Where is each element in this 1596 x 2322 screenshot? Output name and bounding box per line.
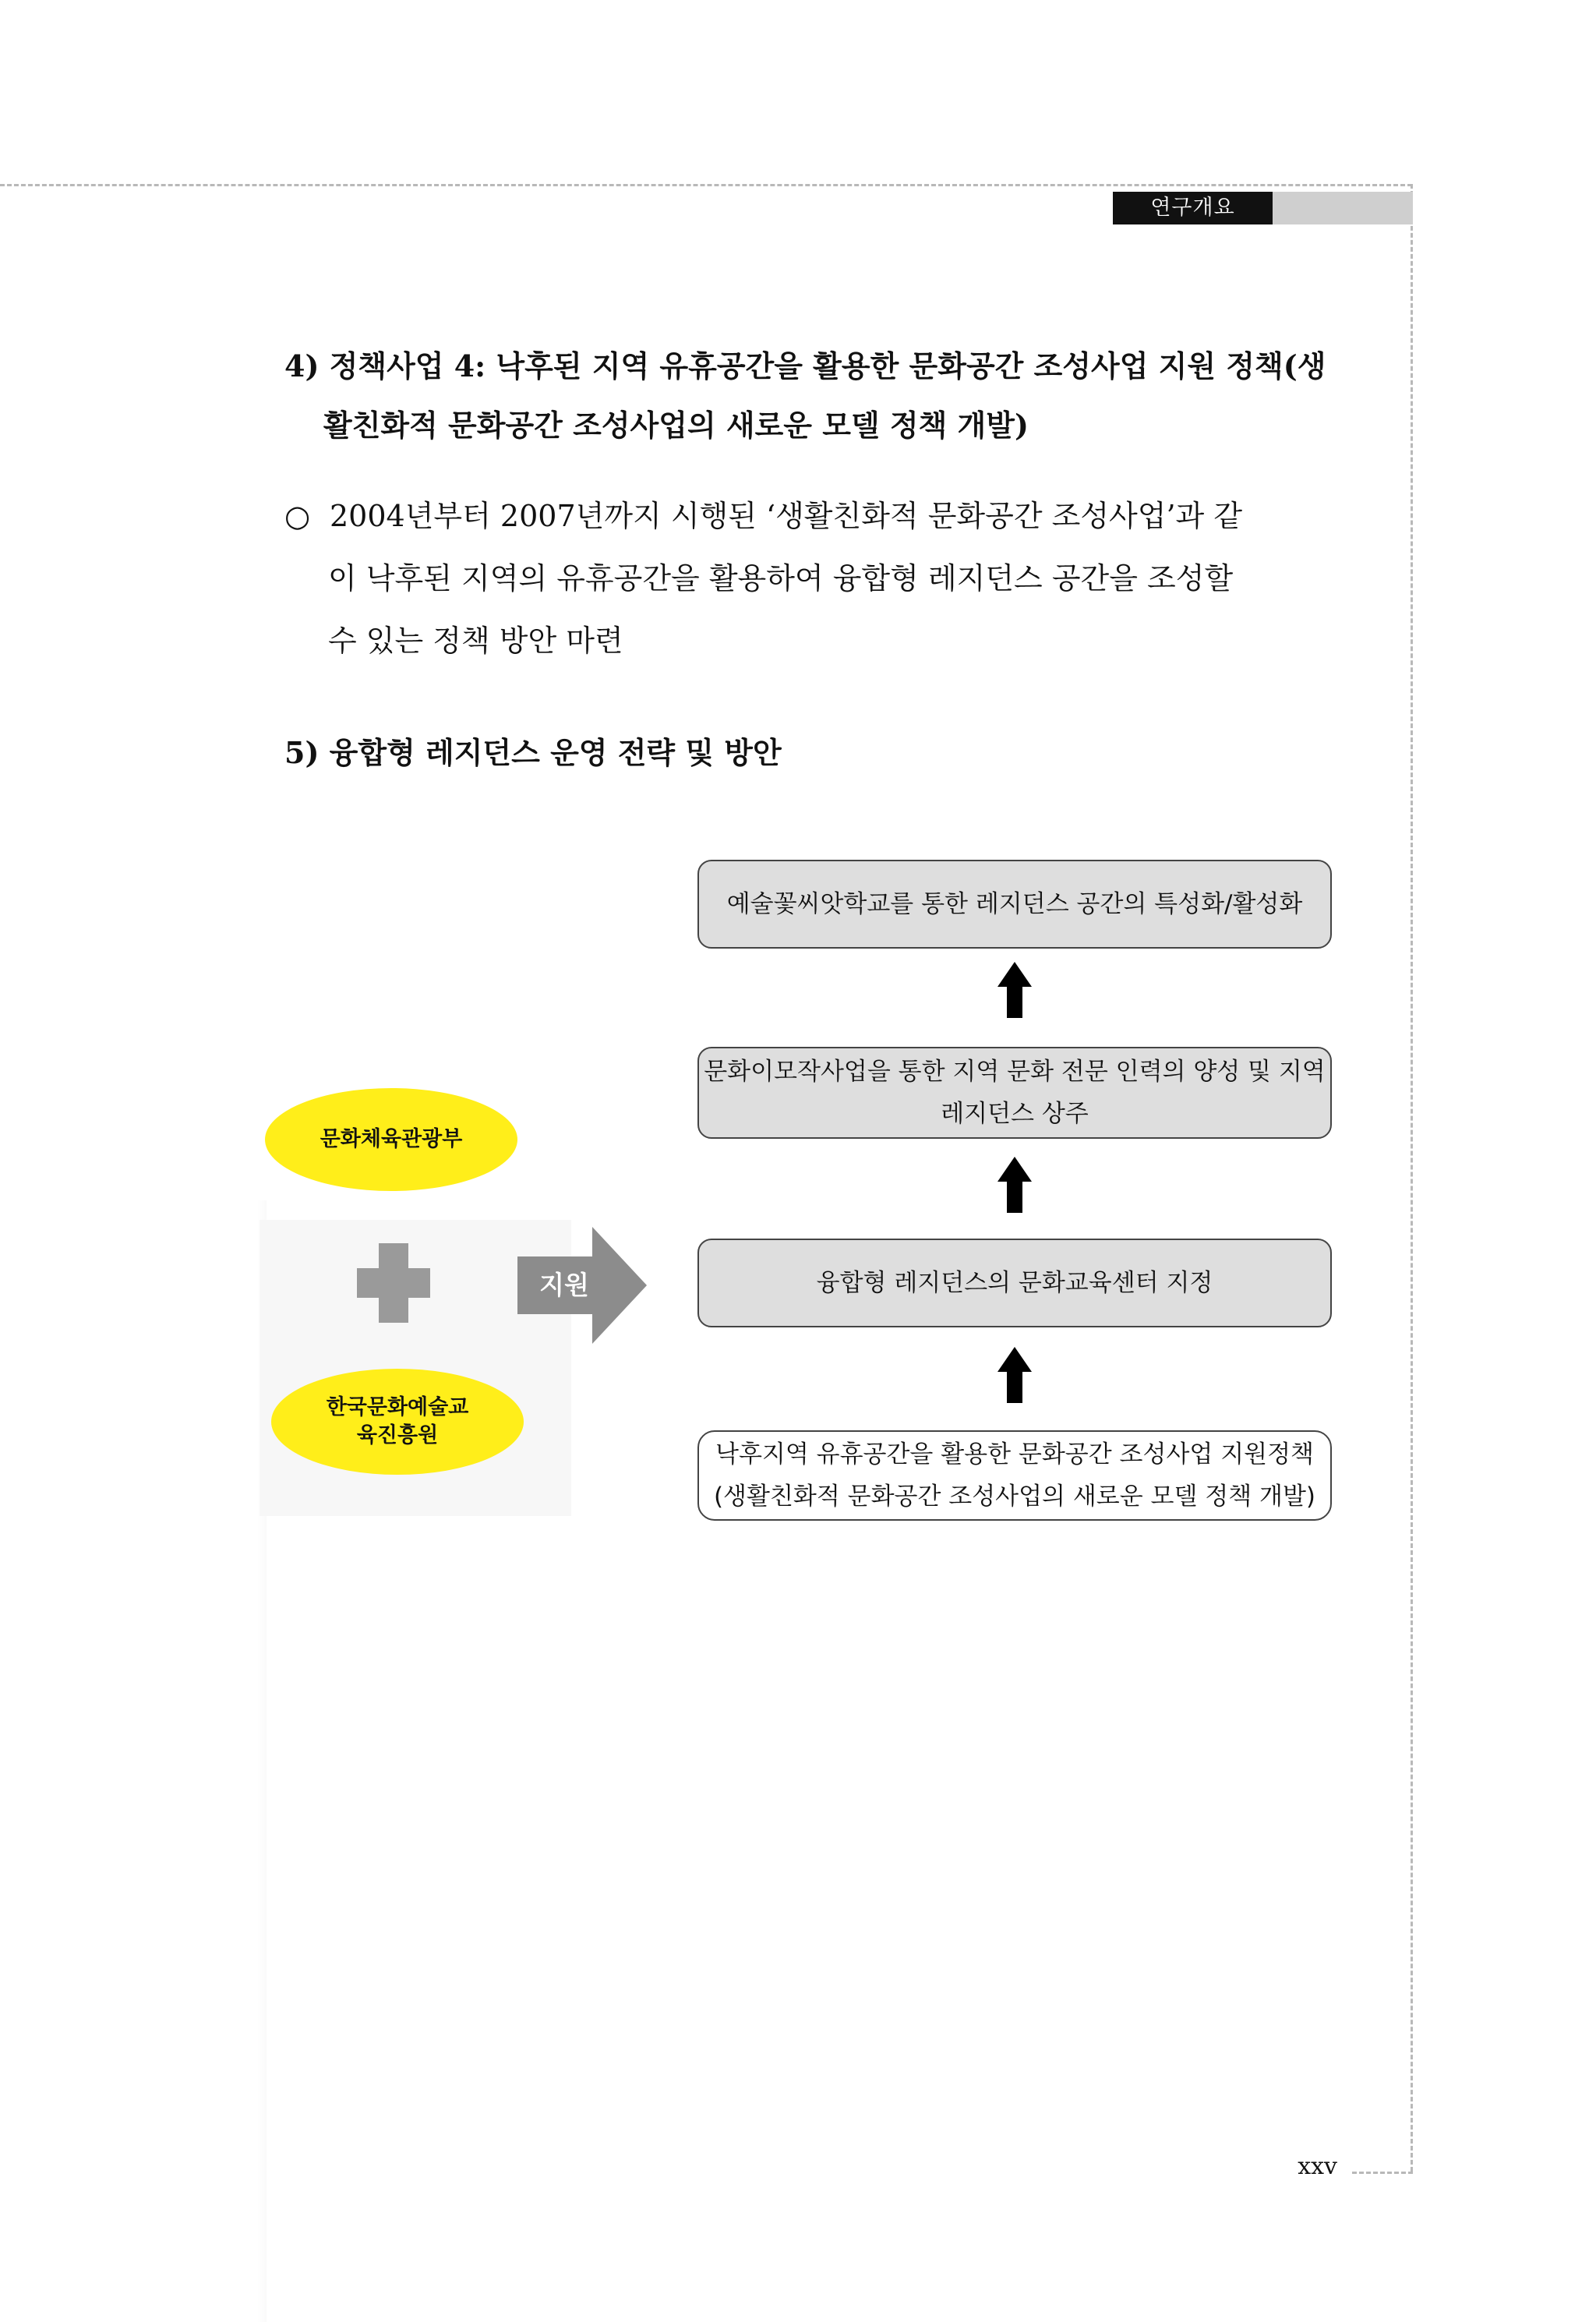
strategy-box-2-line1: 문화이모작사업을 통한 지역 문화 전문 인력의 양성 및 지역	[704, 1058, 1326, 1086]
strategy-box-2-line2: 레지던스 상주	[941, 1100, 1089, 1128]
strategy-box-4-content	[714, 1433, 1315, 1518]
bullet-text-line2: 이 낙후된 지역의 유휴공간을 활용하여 융합형 레지던스 공간을 조성할	[328, 561, 1234, 596]
org-ministry-label: 문화체육관광부	[320, 1127, 463, 1151]
up-arrow-icon	[998, 962, 1032, 1018]
strategy-box-4	[697, 1430, 1332, 1521]
plus-icon	[357, 1243, 430, 1323]
support-label: 지원	[539, 1270, 589, 1300]
header-section-tab: 연구개요	[1113, 192, 1273, 224]
bullet-line1	[284, 485, 1344, 547]
strategy-box-1	[697, 860, 1332, 949]
org-arte-line1: 한국문화예술교	[326, 1395, 469, 1419]
strategy-box-1-text: 예술꽃씨앗학교를 통한 레지던스 공간의 특성화/활성화	[726, 890, 1303, 918]
bottom-dashed-border	[1352, 2172, 1413, 2174]
up-arrow-icon	[998, 1157, 1032, 1213]
bullet-text-line1: 2004년부터 2007년까지 시행된 ‘생활친화적 문화공간 조성사업’과 같	[330, 499, 1243, 533]
up-arrow-icon	[998, 1347, 1032, 1403]
bullet-text-line3: 수 있는 정책 방안 마련	[328, 624, 623, 658]
section4-bullet	[284, 485, 1344, 672]
strategy-box-3	[697, 1239, 1332, 1327]
section4-heading	[284, 337, 1344, 455]
section5-heading: 5) 융합형 레지던스 운영 전략 및 방안	[284, 735, 782, 770]
strategy-box-3-text: 융합형 레지던스의 문화교육센터 지정	[816, 1269, 1213, 1297]
strategy-box-2-content	[704, 1051, 1326, 1135]
org-arte-line2: 육진흥원	[356, 1423, 439, 1447]
org-ellipse-arte	[271, 1369, 524, 1475]
header-tab-extension	[1273, 192, 1413, 224]
strategy-box-4-line1: 낙후지역 유휴공간을 활용한 문화공간 조성사업 지원정책	[715, 1440, 1314, 1468]
bullet-circle: ○	[284, 499, 311, 533]
org-arte-label	[327, 1394, 469, 1450]
page-number: xxv	[1298, 2153, 1337, 2180]
top-dashed-border	[0, 184, 1412, 186]
strategy-box-4-line2: (생활친화적 문화공간 조성사업의 새로운 모델 정책 개발)	[713, 1483, 1316, 1511]
section4-heading-line2: 활친화적 문화공간 조성사업의 새로운 모델 정책 개발)	[323, 408, 1029, 443]
right-dashed-border	[1411, 184, 1413, 2172]
org-ellipse-ministry	[265, 1088, 517, 1191]
section4-heading-line1: 4) 정책사업 4: 낙후된 지역 유휴공간을 활용한 문화공간 조성사업 지원 정책(생	[284, 348, 1326, 383]
strategy-box-2	[697, 1047, 1332, 1139]
